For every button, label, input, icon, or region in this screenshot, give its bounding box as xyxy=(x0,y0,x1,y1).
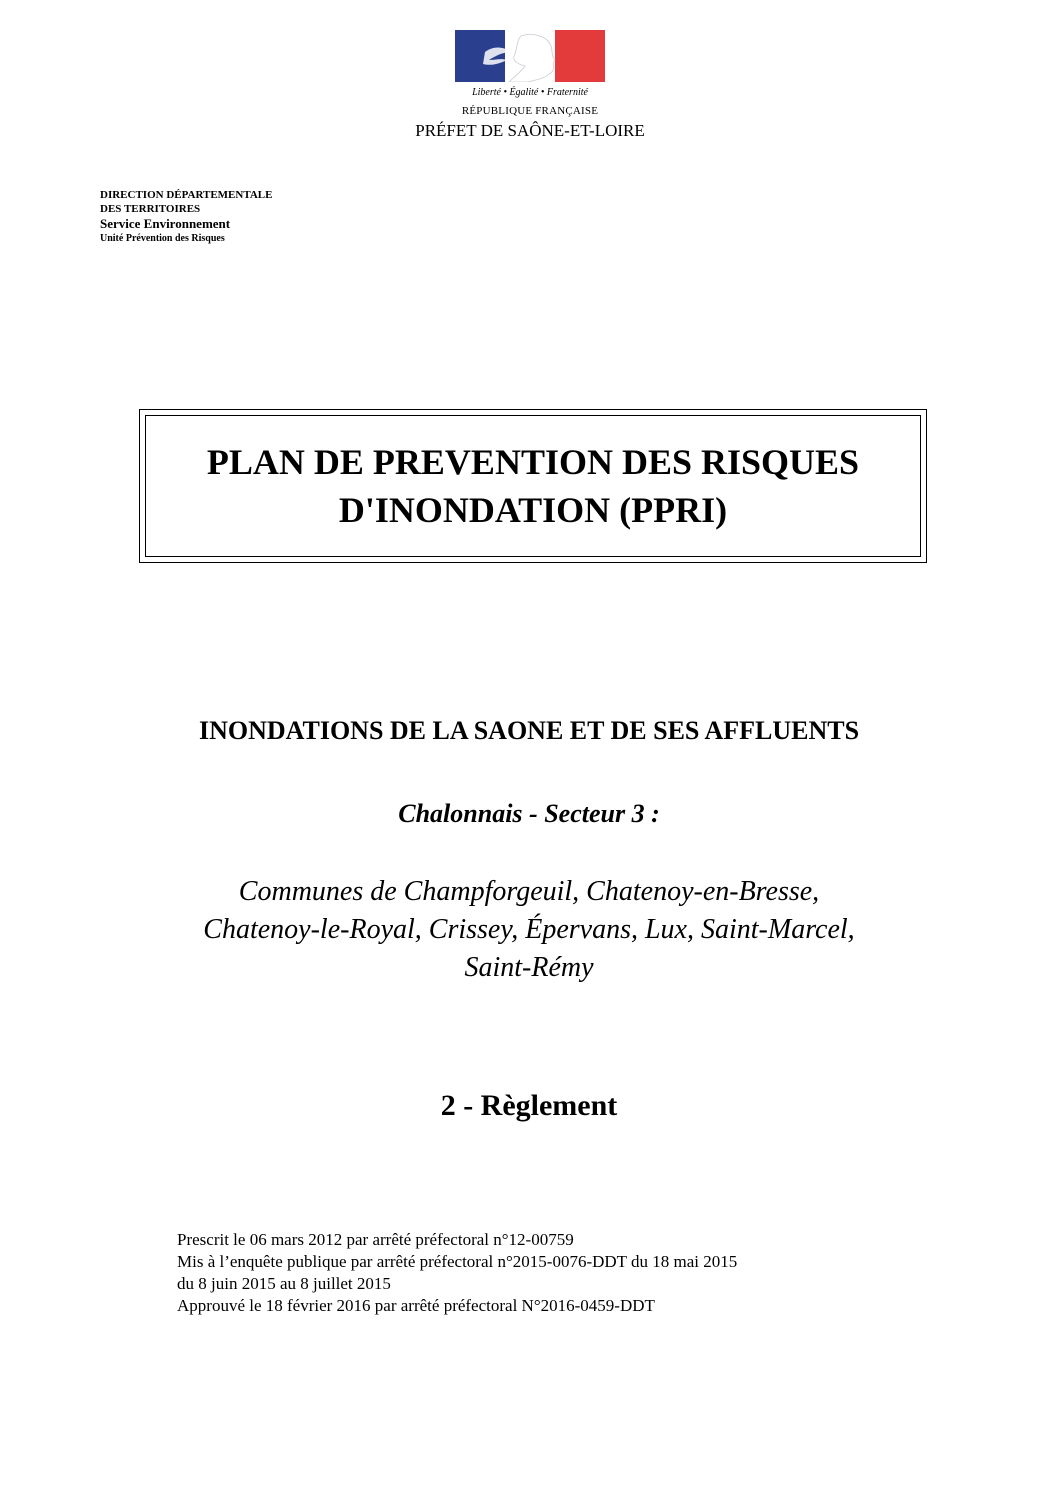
date-periode: du 8 juin 2015 au 8 juillet 2015 xyxy=(177,1274,391,1293)
procedure-dates xyxy=(177,1229,737,1317)
title-line-1: PLAN DE PREVENTION DES RISQUES xyxy=(206,442,860,482)
service-name: Service Environnement xyxy=(100,216,231,231)
flag-red-band xyxy=(555,30,605,82)
document-title xyxy=(207,438,859,534)
department-line-1: DIRECTION DÉPARTEMENTALE xyxy=(100,189,273,201)
date-approuve: Approuvé le 18 février 2016 par arrêté préfectoral N°2016-0459-DDT xyxy=(177,1296,655,1315)
unit-name: Unité Prévention des Risques xyxy=(100,233,225,244)
communes-line-1: Communes de Champforgeuil, Chatenoy-en-Bresse, xyxy=(238,876,820,907)
sector-heading: Chalonnais - Secteur 3 : xyxy=(398,799,660,828)
date-enquete: Mis à l’enquête publique par arrêté préfectoral n°2015-0076-DDT du 18 mai 2015 xyxy=(177,1252,738,1271)
title-line-2: D'INONDATION (PPRI) xyxy=(338,490,728,530)
republic-motto: Liberté • Égalité • Fraternité xyxy=(472,87,588,98)
marianne-flag-logo xyxy=(455,30,605,82)
communes-list xyxy=(100,873,958,987)
department-line-2: DES TERRITOIRES xyxy=(100,203,201,215)
republique-francaise: RÉPUBLIQUE FRANÇAISE xyxy=(461,105,599,117)
prefet-heading: PRÉFET DE SAÔNE-ET-LOIRE xyxy=(415,121,645,140)
communes-line-3: Saint-Rémy xyxy=(464,952,594,983)
document-subtitle: INONDATIONS DE LA SAONE ET DE SES AFFLUENTS xyxy=(198,716,860,745)
date-prescrit: Prescrit le 06 mars 2012 par arrêté préfectoral n°12-00759 xyxy=(177,1230,574,1249)
department-block xyxy=(100,188,272,245)
flag-blue-band xyxy=(455,30,505,82)
communes-line-2: Chatenoy-le-Royal, Crissey, Épervans, Lux, Saint-Marcel, xyxy=(203,914,855,945)
document-part-title: 2 - Règlement xyxy=(440,1089,618,1122)
title-frame xyxy=(139,409,927,563)
title-frame-inner xyxy=(145,415,921,557)
